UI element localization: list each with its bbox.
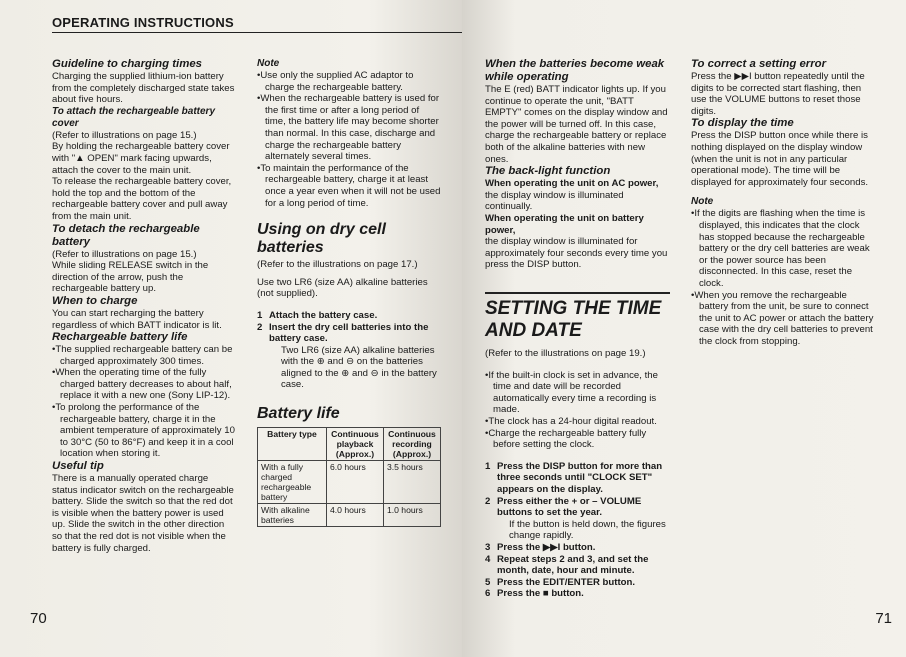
step-number: 2: [485, 495, 491, 507]
note-list: [257, 70, 441, 209]
step-text: Press the ■ button.: [497, 588, 584, 600]
table-cell: With alkaline batteries: [258, 504, 327, 527]
list-item: • To maintain the performance of the rechargeable battery, charge it at least once a year even when it will not be used for a long period of time.: [257, 163, 441, 209]
step-text: Press the DISP button for more than three seconds until "CLOCK SET" appears on the display.: [497, 460, 663, 495]
step-item: [485, 461, 670, 496]
note-heading: Note: [257, 58, 280, 69]
section-heading: To correct a setting error: [691, 58, 827, 70]
left-column-1: [52, 58, 236, 554]
section-heading: Useful tip: [52, 460, 104, 473]
step-item: [485, 496, 670, 542]
table-column-header: Continuous playback (Approx.): [327, 428, 384, 461]
bold-lead: When operating the unit on battery power,: [485, 212, 644, 236]
header-title: OPERATING INSTRUCTIONS: [52, 15, 234, 30]
section-divider: [485, 292, 670, 294]
step-number: 2: [257, 321, 263, 333]
note-heading: Note: [691, 196, 714, 208]
step-number: 1: [257, 309, 263, 321]
table-cell: 4.0 hours: [327, 504, 384, 527]
list-item: • When the rechargeable battery is used for the first time or after a long period of time, the battery life may become shorter than normal. In this case, discharge and charge the rechargeable battery alternately several times.: [257, 93, 441, 163]
table-cell: 3.5 hours: [383, 461, 440, 504]
list-item: • The clock has a 24-hour digital readout.: [485, 416, 670, 428]
bold-lead: When operating the unit on AC power,: [485, 178, 659, 190]
dry-cells-body: Use two LR6 (size AA) alkaline batteries (not supplied).: [257, 276, 428, 300]
section-heading: When to charge: [52, 294, 138, 307]
paragraph: the display window is illuminated for approximately four seconds every time you press the DISP button.: [485, 236, 668, 271]
paragraph: There is a manually operated charge status indicator switch on the rechargeable battery. Slide the switch so that the red dot is visible when the battery power is used up. Slide the switch in the other direction so that the red dot is not visible when the battery is fully charged.: [52, 473, 234, 554]
setting-section: [485, 284, 670, 600]
section-heading: When the batteries become weak while operating: [485, 58, 665, 83]
step-number: 5: [485, 576, 491, 588]
list-item: • Charge the rechargeable battery fully before setting the clock.: [485, 428, 670, 451]
list-item: • If the built-in clock is set in advance, the time and date will be recorded automatically every time a recording is made.: [485, 370, 670, 416]
page-number-left: 70: [30, 610, 47, 627]
section-heading: Rechargeable battery life: [52, 331, 188, 344]
paragraph: Press the ▶▶I button repeatedly until the digits to be corrected start flashing, then use the VOLUME buttons to reset those digits.: [691, 71, 865, 117]
page-header: [52, 14, 462, 33]
bullet-list: [52, 344, 236, 460]
table-header-row: [258, 428, 441, 461]
paragraph: (Refer to illustrations on page 15.): [52, 248, 197, 260]
dry-cells-ref: (Refer to the illustrations on page 17.): [257, 259, 418, 271]
paragraph: Charging the supplied lithium-ion battery from the completely discharged state takes about five hours.: [52, 71, 235, 106]
table-column-header: Continuous recording (Approx.): [383, 428, 440, 461]
step-text: Press the EDIT/ENTER button.: [497, 576, 636, 588]
paragraph: (Refer to illustrations on page 15.): [52, 129, 197, 141]
section-heading: To display the time: [691, 117, 794, 130]
section-heading: Guideline to charging times: [52, 58, 202, 70]
step-text: Attach the battery case.: [269, 309, 378, 321]
step-detail: Two LR6 (size AA) alkaline batteries with the ⊕ and ⊖ on the batteries aligned to the ⊕ and ⊖ in the battery case.: [281, 344, 437, 391]
section-heading: To detach the rechargeable battery: [52, 222, 200, 248]
table-cell: With a fully charged rechargeable battery: [258, 461, 327, 504]
table-cell: 6.0 hours: [327, 461, 384, 504]
step-item: [485, 542, 670, 554]
step-item: [257, 310, 441, 322]
subsection-heading: To attach the rechargeable battery cover: [52, 105, 216, 129]
step-item: [485, 577, 670, 589]
table-cell: 1.0 hours: [383, 504, 440, 527]
dry-cells-heading: Using on dry cell batteries: [257, 221, 386, 257]
step-item: [257, 322, 441, 392]
paragraph: The E (red) BATT indicator lights up. If you continue to operate the unit, "BATT EMPTY" comes on the display window and the power will be turned off. In this case, charge the rechargeable battery or replace both of the alkaline batteries with new ones.: [485, 84, 668, 165]
paragraph: the display window is illuminated continually.: [485, 189, 624, 213]
paragraph: You can start recharging the battery regardless of which BATT indicator is lit.: [52, 307, 222, 331]
section-heading: The back-light function: [485, 165, 611, 178]
step-text: Press either the + or – VOLUME buttons to set the year.: [497, 495, 642, 519]
step-text: Repeat steps 2 and 3, and set the month, date, hour and minute.: [497, 553, 649, 577]
table-row: [258, 461, 441, 504]
step-item: [485, 588, 670, 600]
list-item: • When you remove the rechargeable battery from the unit, be sure to connect the unit to AC power or attach the battery case with the dry cell batteries to prevent the clock from stopping.: [691, 290, 875, 348]
paragraph: By holding the rechargeable battery cover with "▲ OPEN" mark facing upwards, attach the cover to the main unit.: [52, 141, 230, 176]
step-text: Press the ▶▶I button.: [497, 541, 596, 553]
step-number: 6: [485, 588, 491, 600]
step-number: 1: [485, 460, 491, 472]
right-column-1: [485, 58, 670, 271]
dry-cells-steps: [257, 310, 441, 391]
step-item: [485, 554, 670, 577]
step-detail: If the button is held down, the figures change rapidly.: [509, 518, 666, 542]
right-page: [462, 0, 906, 657]
list-item: • When the operating time of the fully charged battery decreases to about half, replace it with a new one (Sony LIP-12).: [52, 367, 236, 402]
step-number: 4: [485, 553, 491, 565]
list-item: • If the digits are flashing when the time is displayed, this indicates that the clock has stopped because the rechargeable battery or the dry cell batteries are weak or the power source has been disconnected. In this case, reset the clock.: [691, 208, 875, 289]
right-column-2: [691, 58, 875, 347]
list-item: • Use only the supplied AC adaptor to charge the rechargeable battery.: [257, 70, 441, 93]
page-number-right: 71: [875, 610, 892, 627]
table-column-header: Battery type: [258, 428, 327, 461]
step-text: Insert the dry cell batteries into the battery case.: [269, 321, 429, 345]
table-row: [258, 504, 441, 527]
setting-ref: (Refer to the illustrations on page 19.): [485, 348, 646, 359]
battery-life-table: [257, 427, 441, 527]
list-item: • The supplied rechargeable battery can be charged approximately 300 times.: [52, 344, 236, 367]
list-item: • To prolong the performance of the rechargeable battery, charge it in the ambient temperature of approximately 10 to 30°C (50 to 86°F) and keep it in a cool location when storing it.: [52, 402, 236, 460]
paragraph: To release the rechargeable battery cover, hold the top and the bottom of the rechargeable battery cover and pull away from the main unit.: [52, 176, 232, 222]
paragraph: While sliding RELEASE switch in the direction of the arrow, push the rechargeable battery up.: [52, 260, 209, 295]
setting-steps: [485, 461, 670, 600]
battery-life-heading: Battery life: [257, 405, 340, 423]
left-column-2: [257, 58, 441, 527]
paragraph: Press the DISP button once while there is nothing displayed on the display window (when the unit is not in any particular operational mode). The time will be displayed for approximately four seconds.: [691, 130, 869, 188]
setting-bullets: [485, 370, 670, 451]
step-number: 3: [485, 541, 491, 553]
note-list: [691, 208, 875, 347]
setting-heading: SETTING THE TIME AND DATE: [485, 298, 662, 341]
